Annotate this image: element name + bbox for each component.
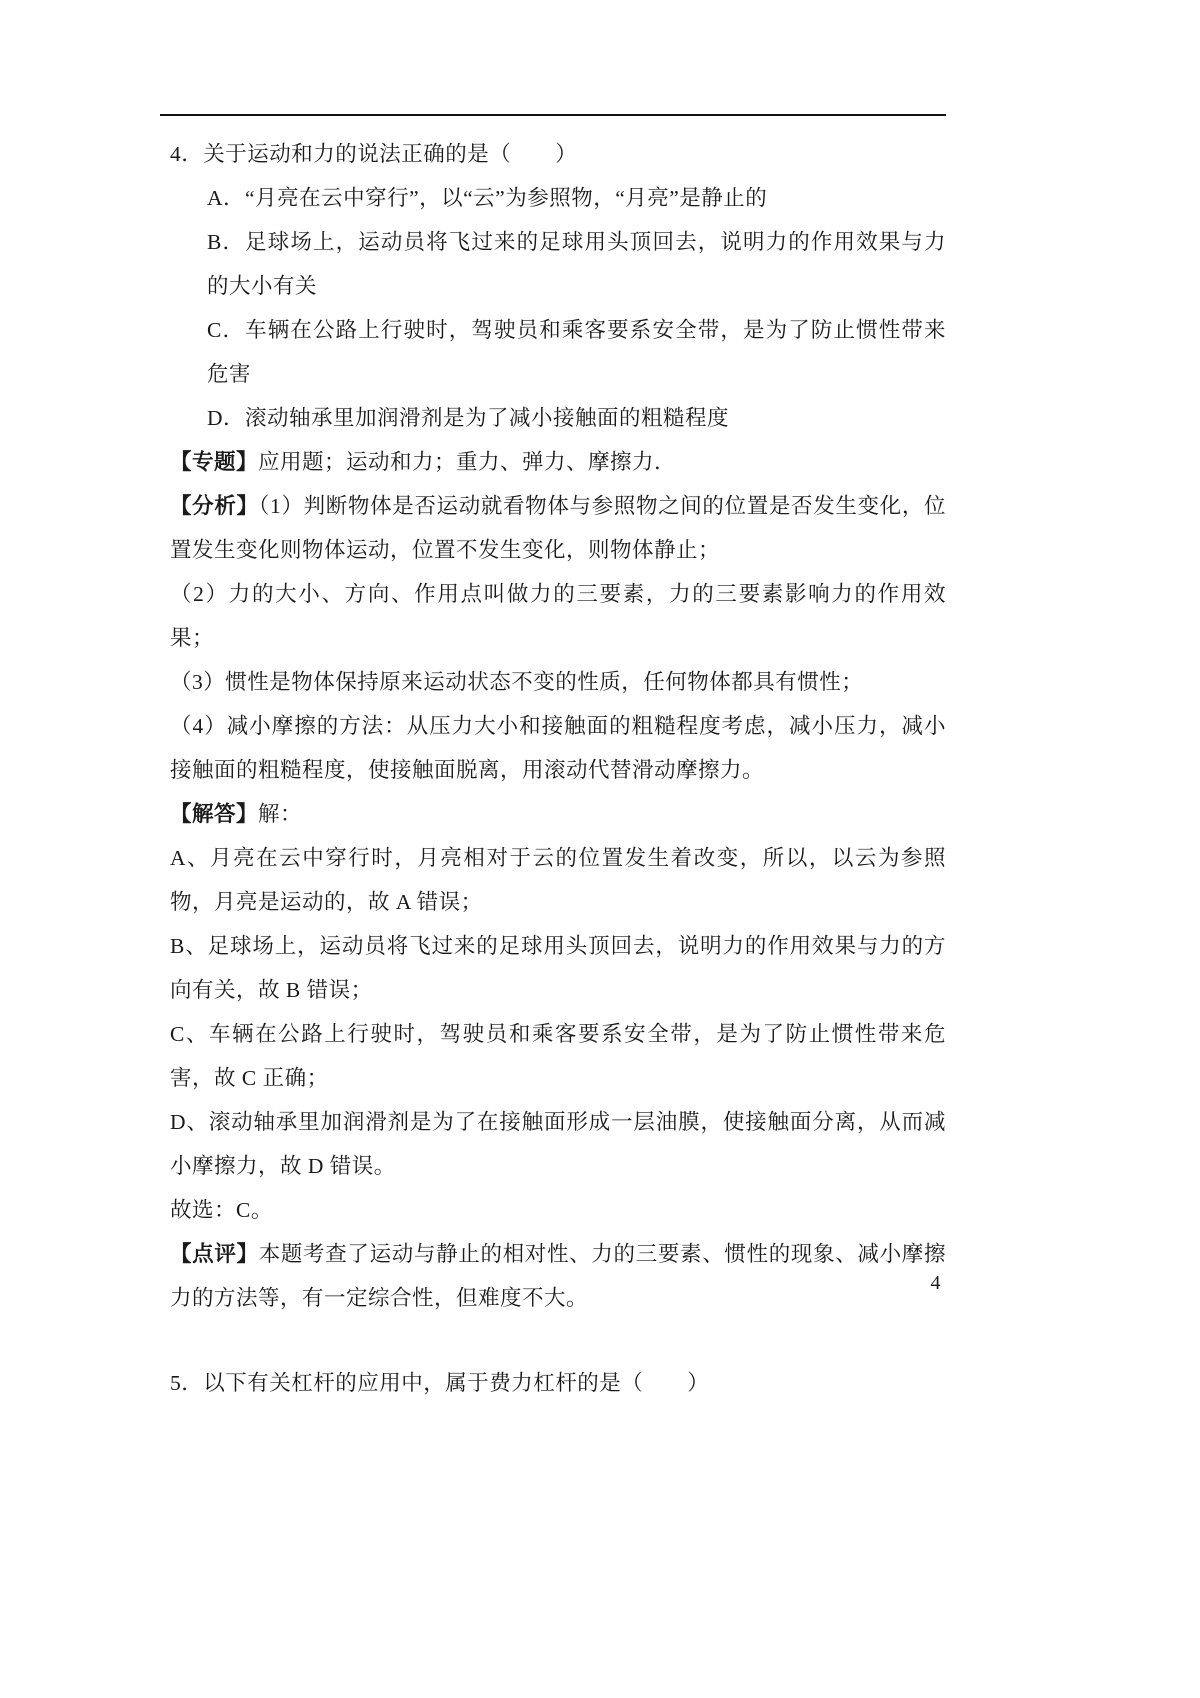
header-divider <box>160 114 946 116</box>
question-4-stem <box>170 132 946 176</box>
paragraph-text: 4．关于运动和力的说法正确的是（ ） <box>170 142 578 166</box>
paragraph-text: 应用题；运动和力；重力、弹力、摩擦力． <box>258 450 677 474</box>
comment-section <box>170 1232 946 1320</box>
analysis-section <box>170 484 946 572</box>
document-body <box>170 132 946 1405</box>
paragraph-text: （1）判断物体是否运动就看物体与参照物之间的位置是否发生变化，位置发生变化则物体运动，位置不发生变化，则物体静止； <box>170 494 946 562</box>
question-5-stem <box>170 1361 946 1405</box>
blank-line <box>170 1320 946 1361</box>
paragraph-text: C、车辆在公路上行驶时，驾驶员和乘客要系安全带，是为了防止惯性带来危害，故 C 正确； <box>170 1022 946 1090</box>
analysis-point-2 <box>170 572 946 660</box>
paragraph-text: B．足球场上，运动员将飞过来的足球用头顶回去，说明力的作用效果与力的大小有关 <box>207 230 946 298</box>
paragraph-text: C．车辆在公路上行驶时，驾驶员和乘客要系安全带，是为了防止惯性带来危害 <box>207 318 946 386</box>
paragraph-text: （3）惯性是物体保持原来运动状态不变的性质，任何物体都具有惯性； <box>170 670 864 694</box>
section-label: 【解答】 <box>170 802 259 826</box>
section-label: 【点评】 <box>170 1242 259 1266</box>
solution-section <box>170 792 946 836</box>
solution-option-c <box>170 1012 946 1100</box>
section-label: 【分析】 <box>170 494 259 518</box>
solution-option-d <box>170 1100 946 1188</box>
paragraph-text: A、月亮在云中穿行时，月亮相对于云的位置发生着改变，所以，以云为参照物，月亮是运动的，故 A 错误； <box>170 846 946 914</box>
solution-option-a <box>170 836 946 924</box>
question-4-option-a <box>170 176 946 220</box>
question-4-option-c <box>170 308 946 396</box>
analysis-point-3 <box>170 660 946 704</box>
analysis-point-4 <box>170 704 946 792</box>
paragraph-text: D、滚动轴承里加润滑剂是为了在接触面形成一层油膜，使接触面分离，从而减小摩擦力，故 D 错误。 <box>170 1110 946 1178</box>
paragraph-text: 解： <box>258 802 303 826</box>
answer-line <box>170 1188 946 1232</box>
paragraph-text: D．滚动轴承里加润滑剂是为了减小接触面的粗糙程度 <box>207 406 730 430</box>
question-4-option-b <box>170 220 946 308</box>
section-label: 【专题】 <box>170 450 259 474</box>
topic-section <box>170 440 946 484</box>
paragraph-text: A．“月亮在云中穿行”，以“云”为参照物，“月亮”是静止的 <box>207 186 768 210</box>
paragraph-text: 故选：C。 <box>170 1198 273 1222</box>
paragraph-text: （4）减小摩擦的方法：从压力大小和接触面的粗糙程度考虑，减小压力，减小接触面的粗糙程度，使接触面脱离，用滚动代替滑动摩擦力。 <box>170 714 946 782</box>
solution-option-b <box>170 924 946 1012</box>
question-4-option-d <box>170 396 946 440</box>
paragraph-text: 本题考查了运动与静止的相对性、力的三要素、惯性的现象、减小摩擦力的方法等，有一定综合性，但难度不大。 <box>170 1242 946 1310</box>
paragraph-text: B、足球场上，运动员将飞过来的足球用头顶回去，说明力的作用效果与力的方向有关，故 B 错误； <box>170 934 946 1002</box>
paragraph-text: （2）力的大小、方向、作用点叫做力的三要素，力的三要素影响力的作用效果； <box>170 582 946 650</box>
paragraph-text: 5．以下有关杠杆的应用中，属于费力杠杆的是（ ） <box>170 1371 710 1395</box>
page-number: 4 <box>930 1272 941 1294</box>
